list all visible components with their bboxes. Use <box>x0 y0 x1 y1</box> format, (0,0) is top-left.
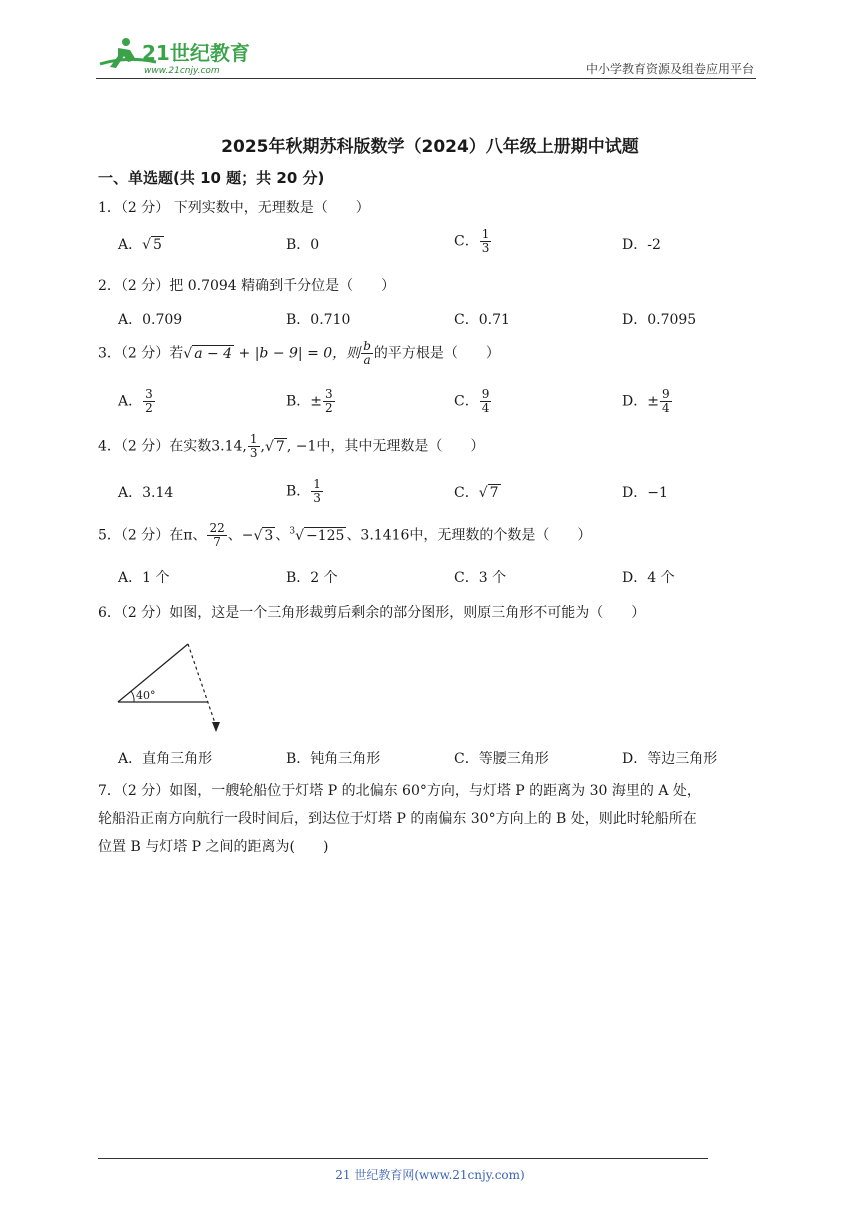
header-platform-text: 中小学教育资源及组卷应用平台 <box>585 62 754 76</box>
option-c: C． $\frac{1}{3}$ <box>454 227 490 256</box>
question-6-stem: 6．（2 分）如图，这是一个三角形裁剪后剩余的部分图形，则原三角形不可能为（ ） <box>98 605 646 621</box>
svg-text:www.21cnjy.com: www.21cnjy.com <box>144 66 220 76</box>
question-6-options <box>118 748 738 778</box>
question-7-line-1: 7．（2 分）如图，一艘轮船位于灯塔 P 的北偏东 60°方向，与灯塔 P 的距离为 30 海里的 A 处， <box>98 783 701 799</box>
option-d: D．4 个 <box>622 570 675 586</box>
option-b: B．0.710 <box>286 312 351 328</box>
option-b: B．钝角三角形 <box>286 751 381 767</box>
option-b: B．2 个 <box>286 570 338 586</box>
option-d: D．-2 <box>622 237 661 253</box>
option-a: A．0.709 <box>118 312 183 328</box>
question-5-options <box>118 567 738 597</box>
question-4-options <box>118 478 738 508</box>
site-logo <box>96 34 266 76</box>
option-c: C．3 个 <box>454 570 507 586</box>
option-d: D．± $\frac{9}{4}$ <box>622 387 670 416</box>
option-c: C． $\frac{9}{4}$ <box>454 387 490 416</box>
option-c: C．0.71 <box>454 312 510 328</box>
option-d: D．0.7095 <box>622 312 697 328</box>
page-header <box>96 34 756 80</box>
question-3-stem: 3．（2 分）若√ a − 4 + |b − 9| = 0，则 $\frac{b}{a}$ 的平方根是（ ） <box>98 339 500 368</box>
option-a: A． $\frac{3}{2}$ <box>118 387 153 416</box>
question-2-stem: 2．（2 分）把 0.7094 精确到千分位是（ ） <box>98 278 396 294</box>
question-7-line-2: 轮船沿正南方向航行一段时间后，到达位于灯塔 P 的南偏东 30°方向上的 B 处，则此时轮船所在 <box>98 811 697 827</box>
option-d: D．−1 <box>622 485 668 501</box>
option-d: D．等边三角形 <box>622 751 718 767</box>
option-a: A．直角三角形 <box>118 751 213 767</box>
option-a: A．√ 5 <box>118 237 162 253</box>
option-a: A．3.14 <box>118 485 174 501</box>
question-1-stem: 1．（2 分） 下列实数中，无理数是（ ） <box>98 200 370 216</box>
svg-text:21世纪教育: 21世纪教育 <box>142 41 250 65</box>
question-4-stem: 4．（2 分）在实数3.14, $\frac{1}{3}$ ,√ 7 , −1中，其中无理数是（ ） <box>98 432 485 461</box>
footer-text: 21 世纪教育网(www.21cnjy.com) <box>335 1168 525 1182</box>
cut-triangle-figure <box>112 640 232 740</box>
question-1-options <box>118 227 738 264</box>
question-7-line-3: 位置 B 与灯塔 P 之间的距离为( ) <box>98 839 329 855</box>
question-3-options <box>118 388 738 418</box>
header-divider <box>96 78 756 79</box>
question-7-stem <box>98 777 768 861</box>
footer-divider <box>98 1158 708 1159</box>
section-heading: 一、单选题(共 10 题；共 20 分) <box>98 169 325 187</box>
option-a: A．1 个 <box>118 570 170 586</box>
angle-label: 40° <box>136 689 156 702</box>
question-5-stem: 5．（2 分）在π、 $\frac{22}{7}$ 、−√ 3 、$^3$√ −125 、3.1416中，无理数的个数是（ ） <box>98 521 592 550</box>
page-title: 2025年秋期苏科版数学（2024）八年级上册期中试题 <box>221 137 639 157</box>
question-2-options <box>118 309 738 339</box>
option-c: C．等腰三角形 <box>454 751 549 767</box>
option-b: B．0 <box>286 237 320 253</box>
option-b: B． $\frac{1}{3}$ <box>286 477 321 506</box>
option-c: C．√ 7 <box>454 485 499 501</box>
option-b: B．± $\frac{3}{2}$ <box>286 387 333 416</box>
